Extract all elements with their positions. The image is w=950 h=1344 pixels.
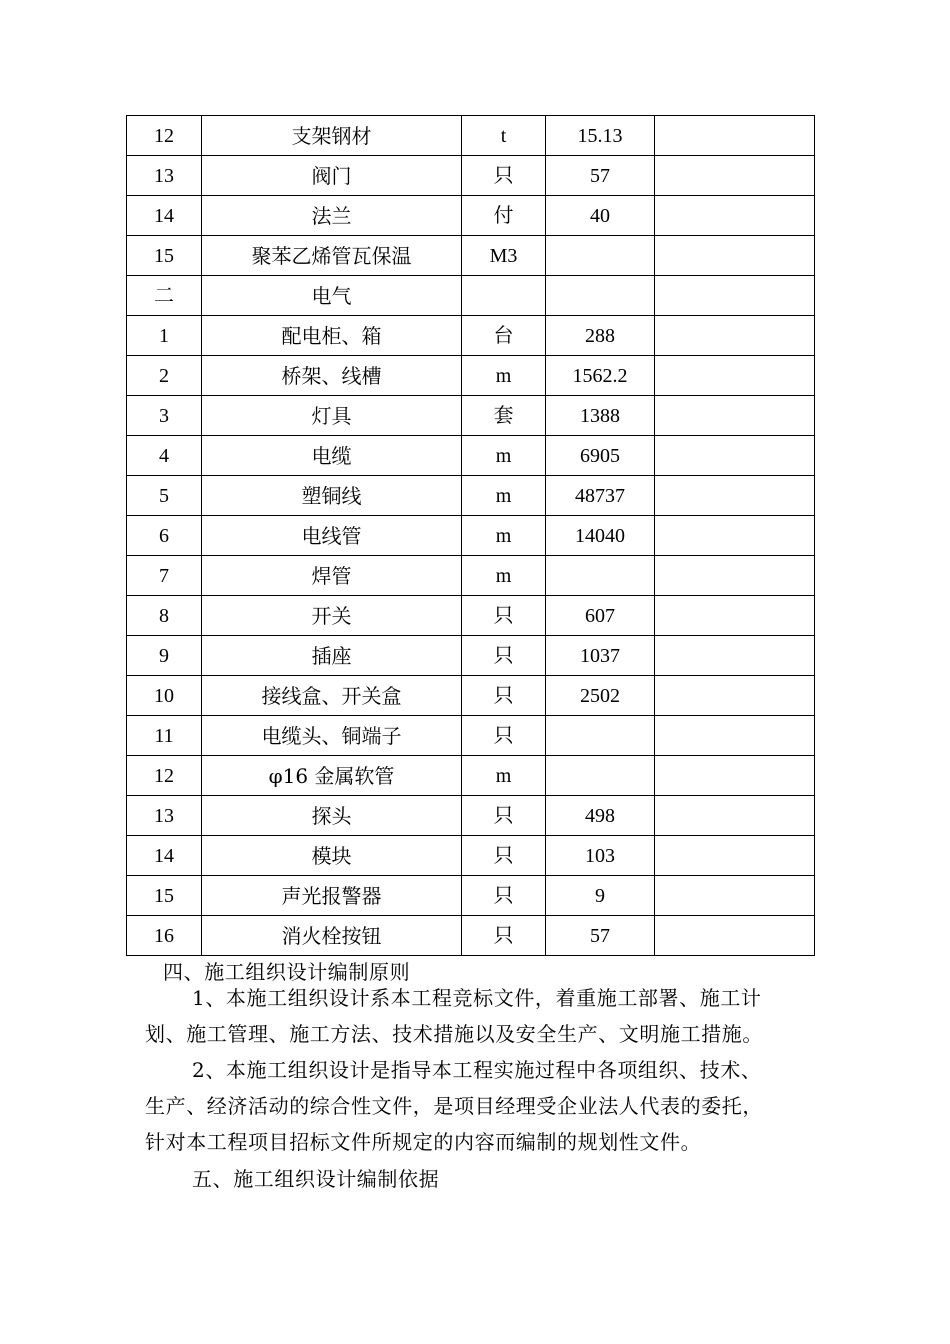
item-name-cell: 支架钢材: [202, 116, 462, 156]
remark-cell: [655, 636, 815, 676]
item-name-cell: 接线盒、开关盒: [202, 676, 462, 716]
quantity-cell: 48737: [546, 476, 655, 516]
remark-cell: [655, 916, 815, 956]
remark-cell: [655, 396, 815, 436]
quantity-cell: 607: [546, 596, 655, 636]
quantity-cell: [546, 716, 655, 756]
row-number-cell: 7: [127, 556, 202, 596]
item-name-cell: 聚苯乙烯管瓦保温: [202, 236, 462, 276]
unit-cell: 只: [462, 836, 546, 876]
row-number-cell: 14: [127, 196, 202, 236]
item-name-cell: 配电柜、箱: [202, 316, 462, 356]
materials-table-body: [127, 116, 815, 956]
unit-cell: 只: [462, 716, 546, 756]
paragraph-1-line-1: 1、本施工组织设计系本工程竞标文件，着重施工部署、施工计: [192, 986, 762, 1010]
table-row: [127, 196, 815, 236]
item-name-cell: 桥架、线槽: [202, 356, 462, 396]
remark-cell: [655, 676, 815, 716]
row-number-cell: 15: [127, 236, 202, 276]
table-row: [127, 236, 815, 276]
paragraph-2-line-3: 针对本工程项目招标文件所规定的内容而编制的规划性文件。: [145, 1130, 702, 1154]
unit-cell: 只: [462, 876, 546, 916]
table-row: [127, 276, 815, 316]
row-number-cell: 3: [127, 396, 202, 436]
item-name-cell: 焊管: [202, 556, 462, 596]
table-row: [127, 876, 815, 916]
item-name-cell: φ16 金属软管: [202, 756, 462, 796]
quantity-cell: 57: [546, 156, 655, 196]
item-name-cell: 探头: [202, 796, 462, 836]
row-number-cell: 16: [127, 916, 202, 956]
materials-table: [126, 115, 815, 956]
quantity-cell: 103: [546, 836, 655, 876]
table-row: [127, 516, 815, 556]
unit-cell: 只: [462, 796, 546, 836]
unit-cell: 付: [462, 196, 546, 236]
table-row: [127, 716, 815, 756]
unit-cell: [462, 276, 546, 316]
unit-cell: m: [462, 556, 546, 596]
quantity-cell: 6905: [546, 436, 655, 476]
remark-cell: [655, 556, 815, 596]
quantity-cell: 498: [546, 796, 655, 836]
quantity-cell: 1037: [546, 636, 655, 676]
remark-cell: [655, 316, 815, 356]
item-name-cell: 模块: [202, 836, 462, 876]
quantity-cell: [546, 756, 655, 796]
row-number-cell: 10: [127, 676, 202, 716]
table-row: [127, 396, 815, 436]
item-name-cell: 灯具: [202, 396, 462, 436]
row-number-cell: 2: [127, 356, 202, 396]
row-number-cell: 11: [127, 716, 202, 756]
row-number-cell: 15: [127, 876, 202, 916]
remark-cell: [655, 836, 815, 876]
quantity-cell: 57: [546, 916, 655, 956]
unit-cell: m: [462, 356, 546, 396]
remark-cell: [655, 516, 815, 556]
row-number-cell: 8: [127, 596, 202, 636]
item-name-cell: 消火栓按钮: [202, 916, 462, 956]
quantity-cell: 1388: [546, 396, 655, 436]
unit-cell: 只: [462, 676, 546, 716]
table-row: [127, 636, 815, 676]
row-number-cell: 12: [127, 756, 202, 796]
unit-cell: m: [462, 436, 546, 476]
quantity-cell: 2502: [546, 676, 655, 716]
row-number-cell: 4: [127, 436, 202, 476]
quantity-cell: 15.13: [546, 116, 655, 156]
row-number-cell: 6: [127, 516, 202, 556]
item-name-cell: 法兰: [202, 196, 462, 236]
section-heading-4: 四、施工组织设计编制原则: [163, 960, 411, 984]
item-name-cell: 电线管: [202, 516, 462, 556]
unit-cell: m: [462, 476, 546, 516]
row-number-cell: 5: [127, 476, 202, 516]
unit-cell: 台: [462, 316, 546, 356]
section-heading-5: 五、施工组织设计编制依据: [192, 1167, 440, 1191]
remark-cell: [655, 716, 815, 756]
remark-cell: [655, 756, 815, 796]
item-name-cell: 塑铜线: [202, 476, 462, 516]
remark-cell: [655, 196, 815, 236]
table-row: [127, 756, 815, 796]
remark-cell: [655, 596, 815, 636]
table-row: [127, 356, 815, 396]
quantity-cell: 288: [546, 316, 655, 356]
remark-cell: [655, 796, 815, 836]
quantity-cell: 40: [546, 196, 655, 236]
item-name-cell: 电气: [202, 276, 462, 316]
unit-cell: M3: [462, 236, 546, 276]
quantity-cell: [546, 276, 655, 316]
item-name-cell: 电缆头、铜端子: [202, 716, 462, 756]
row-number-cell: 13: [127, 156, 202, 196]
item-name-cell: 电缆: [202, 436, 462, 476]
table-row: [127, 916, 815, 956]
quantity-cell: 14040: [546, 516, 655, 556]
remark-cell: [655, 276, 815, 316]
remark-cell: [655, 876, 815, 916]
unit-cell: 套: [462, 396, 546, 436]
row-number-cell: 12: [127, 116, 202, 156]
paragraph-2-line-1: 2、本施工组织设计是指导本工程实施过程中各项组织、技术、: [192, 1058, 762, 1082]
remark-cell: [655, 156, 815, 196]
row-number-cell: 二: [127, 276, 202, 316]
table-row: [127, 156, 815, 196]
table-row: [127, 316, 815, 356]
unit-cell: 只: [462, 916, 546, 956]
remark-cell: [655, 436, 815, 476]
table-row: [127, 836, 815, 876]
quantity-cell: [546, 236, 655, 276]
item-name-cell: 开关: [202, 596, 462, 636]
paragraph-1-line-2: 划、施工管理、施工方法、技术措施以及安全生产、文明施工措施。: [145, 1022, 763, 1046]
quantity-cell: 1562.2: [546, 356, 655, 396]
table-row: [127, 676, 815, 716]
unit-cell: m: [462, 756, 546, 796]
remark-cell: [655, 236, 815, 276]
table-row: [127, 796, 815, 836]
row-number-cell: 9: [127, 636, 202, 676]
paragraph-2-line-2: 生产、经济活动的综合性文件，是项目经理受企业法人代表的委托，: [145, 1094, 763, 1118]
unit-cell: m: [462, 516, 546, 556]
remark-cell: [655, 356, 815, 396]
unit-cell: 只: [462, 596, 546, 636]
quantity-cell: 9: [546, 876, 655, 916]
row-number-cell: 14: [127, 836, 202, 876]
unit-cell: t: [462, 116, 546, 156]
item-name-cell: 插座: [202, 636, 462, 676]
table-row: [127, 476, 815, 516]
table-row: [127, 116, 815, 156]
table-row: [127, 596, 815, 636]
remark-cell: [655, 476, 815, 516]
table-row: [127, 436, 815, 476]
row-number-cell: 13: [127, 796, 202, 836]
table-row: [127, 556, 815, 596]
remark-cell: [655, 116, 815, 156]
row-number-cell: 1: [127, 316, 202, 356]
item-name-cell: 声光报警器: [202, 876, 462, 916]
unit-cell: 只: [462, 156, 546, 196]
quantity-cell: [546, 556, 655, 596]
item-name-cell: 阀门: [202, 156, 462, 196]
unit-cell: 只: [462, 636, 546, 676]
